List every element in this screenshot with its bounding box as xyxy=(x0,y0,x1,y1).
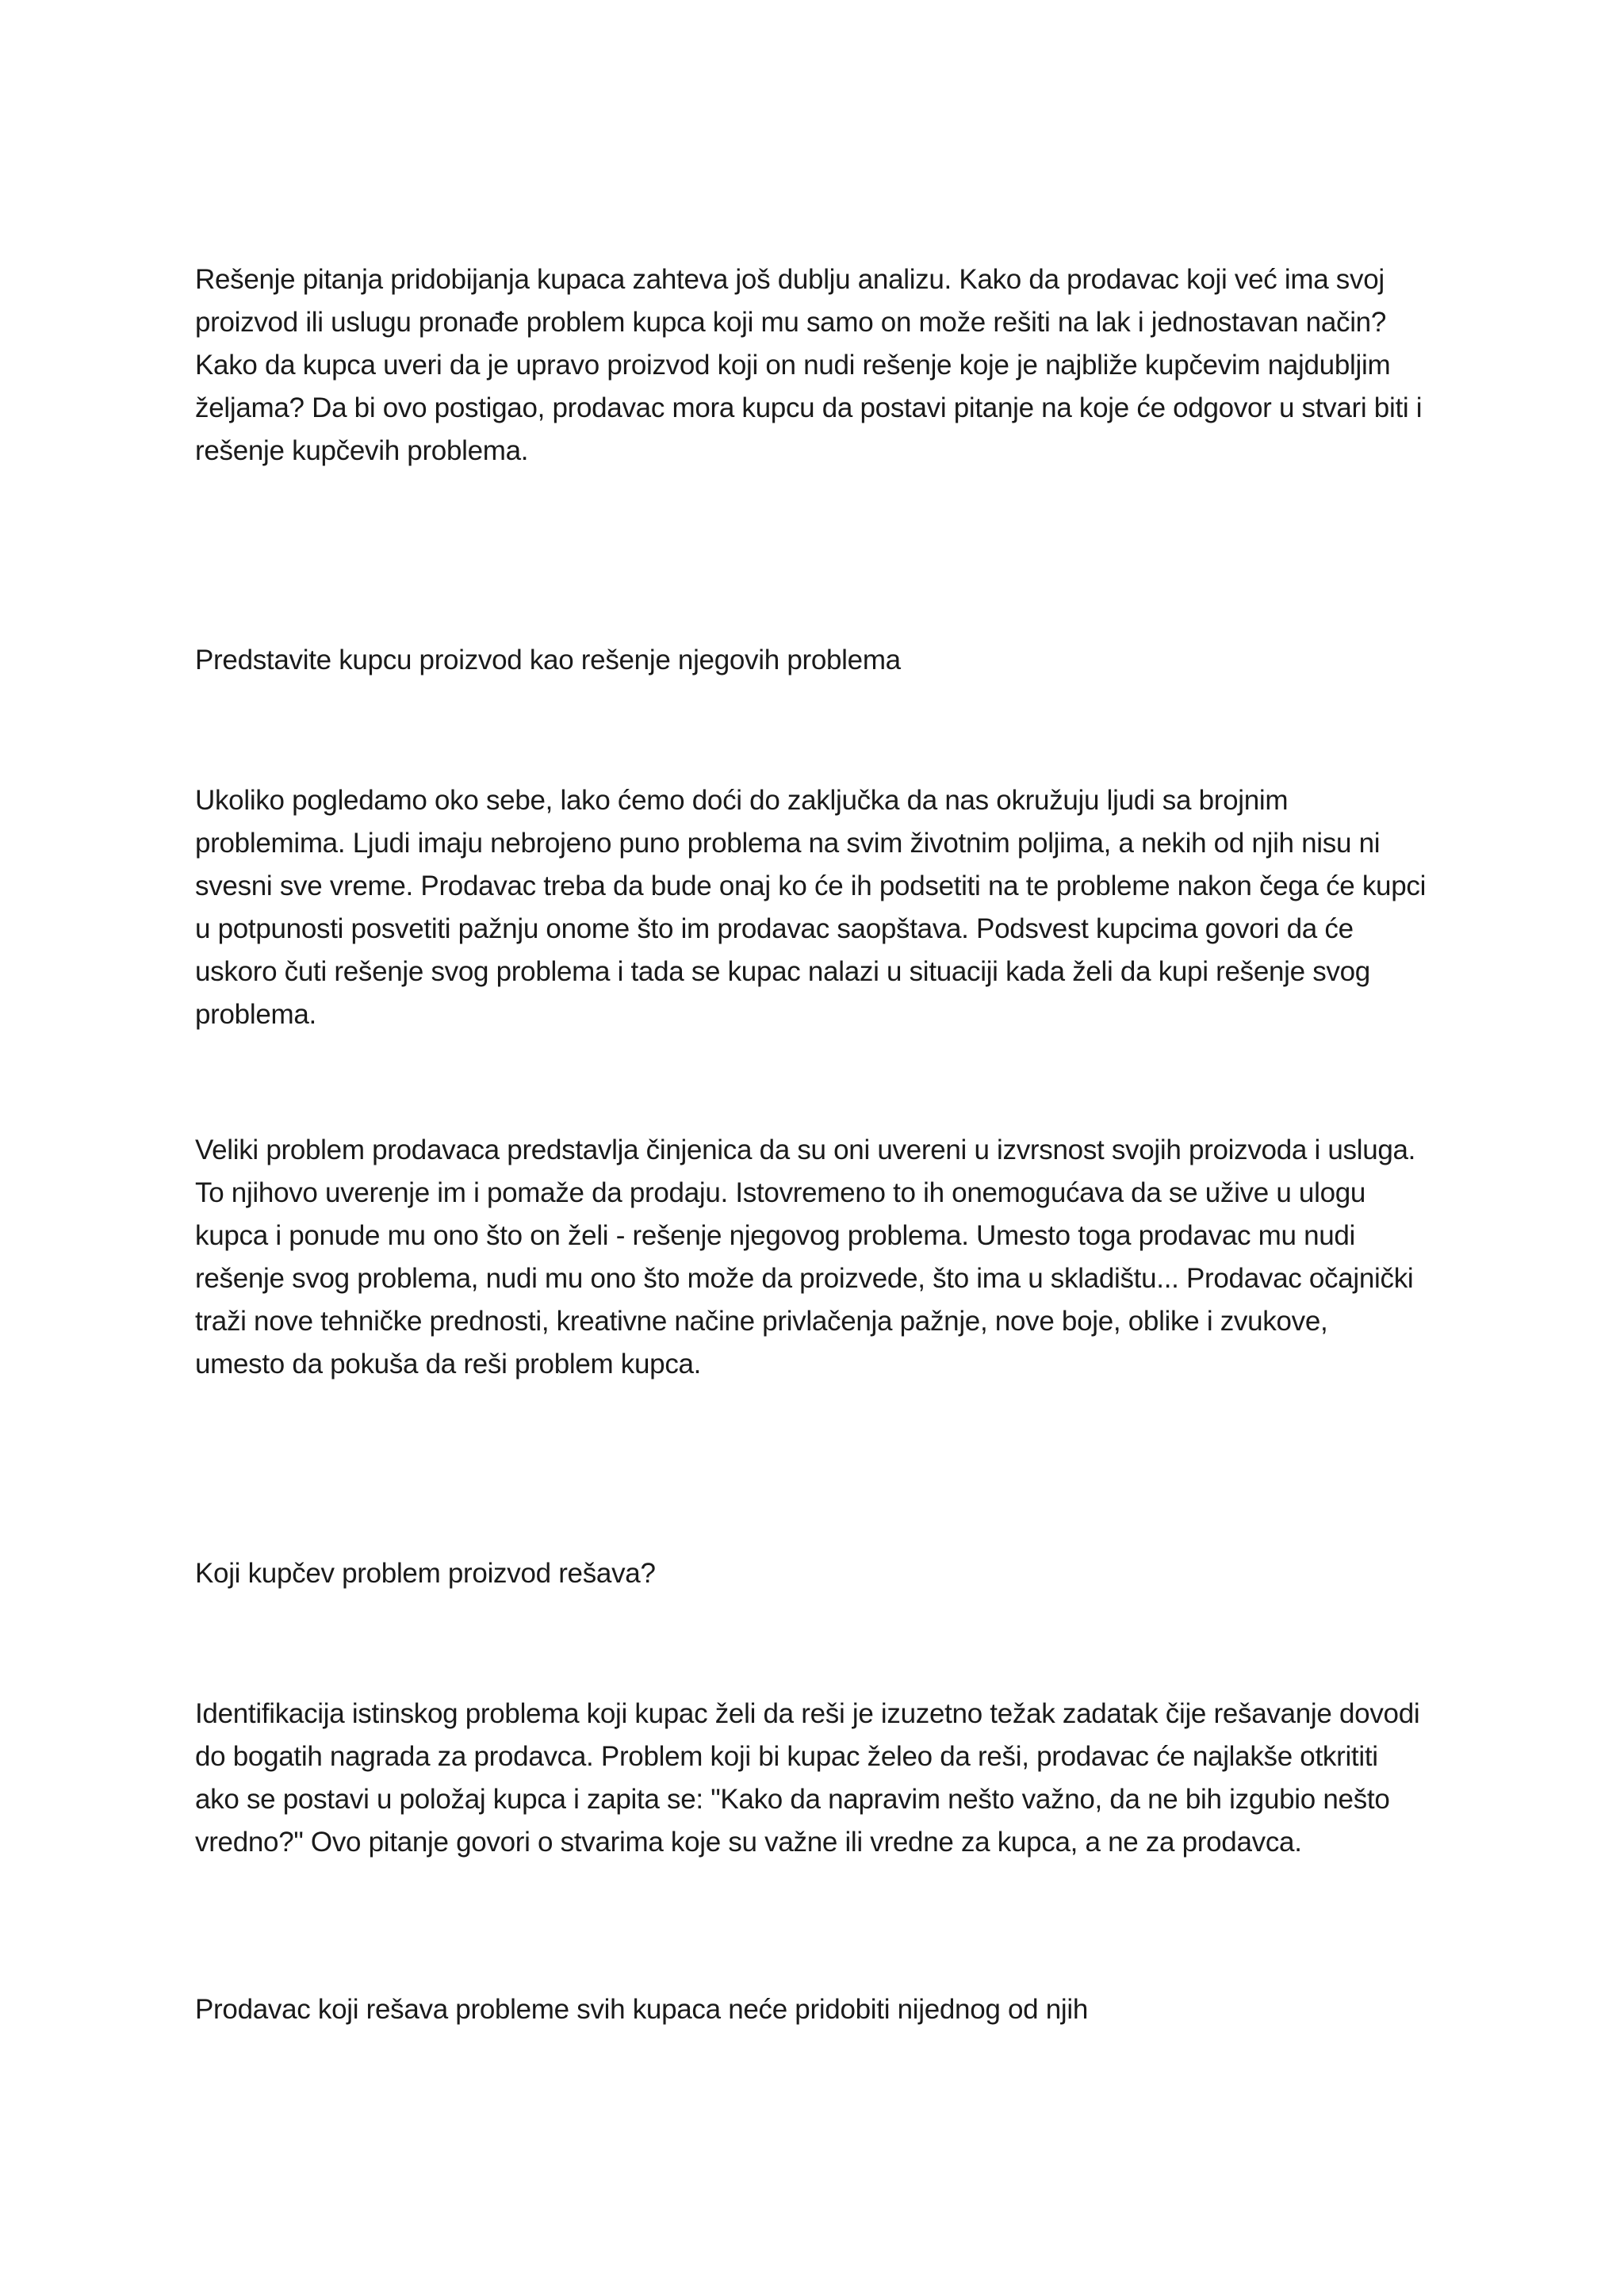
paragraph-line: Identifikacija istinskog problema koji kupac želi da reši je izuzetno težak zadatak čije rešavanje dovodi xyxy=(195,1698,1420,1729)
paragraph-line: Ukoliko pogledamo oko sebe, lako ćemo doći do zaključka da nas okružuju ljudi sa brojnim xyxy=(195,785,1289,816)
paragraph-line: rešenje kupčevih problema. xyxy=(195,435,529,466)
paragraph-seller-problem xyxy=(195,1129,1456,1386)
paragraph-identification xyxy=(195,1693,1456,1864)
paragraph-line: umesto da pokuša da reši problem kupca. xyxy=(195,1349,702,1380)
paragraph-line: uskoro čuti rešenje svog problema i tada se kupac nalazi u situaciji kada želi da kupi rešenje svog xyxy=(195,956,1370,987)
paragraph-line: traži nove tehničke prednosti, kreativne načine privlačenja pažnje, nove boje, oblike i zvukove, xyxy=(195,1306,1328,1337)
paragraph-line: rešenje svog problema, nudi mu ono što može da proizvede, što ima u skladištu... Prodavac očajnički xyxy=(195,1263,1414,1294)
paragraph-people-with-problems xyxy=(195,779,1456,1036)
paragraph-line: To njihovo uverenje im i pomaže da prodaju. Istovremeno to ih onemogućava da se užive u ulogu xyxy=(195,1177,1366,1208)
paragraph-line: Veliki problem prodavaca predstavlja činjenica da su oni uvereni u izvrsnost svojih proizvoda i usluga. xyxy=(195,1135,1416,1165)
paragraph-line: kupca i ponude mu ono što on želi - rešenje njegovog problema. Umesto toga prodavac mu nudi xyxy=(195,1220,1356,1251)
paragraph-line: Rešenje pitanja pridobijanja kupaca zahteva još dublju analizu. Kako da prodavac koji već ima svoj xyxy=(195,264,1385,295)
paragraph-line: proizvod ili uslugu pronađe problem kupca koji mu samo on može rešiti na lak i jednostavan način? xyxy=(195,307,1387,338)
section-heading-which-problem: Koji kupčev problem proizvod rešava? xyxy=(195,1558,656,1589)
paragraph-line: vredno?" Ovo pitanje govori o stvarima koje su važne ili vredne za kupca, a ne za prodavca. xyxy=(195,1827,1302,1858)
section-heading-all-customers: Prodavac koji rešava probleme svih kupaca neće pridobiti nijednog od njih xyxy=(195,1994,1089,2025)
paragraph-line: Kako da kupca uveri da je upravo proizvod koji on nudi rešenje koje je najbliže kupčevim najdubljim xyxy=(195,350,1391,381)
paragraph-line: problema. xyxy=(195,999,316,1030)
paragraph-line: u potpunosti posvetiti pažnju onome što im prodavac saopštava. Podsvest kupcima govori da će xyxy=(195,913,1354,944)
paragraph-customer-acquisition xyxy=(195,258,1456,473)
paragraph-line: svesni sve vreme. Prodavac treba da bude onaj ko će ih podsetiti na te probleme nakon čega će kupci xyxy=(195,871,1427,901)
paragraph-line: do bogatih nagrada za prodavca. Problem koji bi kupac želeo da reši, prodavac će najlakše otkrititi xyxy=(195,1741,1378,1772)
paragraph-line: ako se postavi u položaj kupca i zapita se: "Kako da napravim nešto važno, da ne bih izgubio nešto xyxy=(195,1784,1390,1815)
paragraph-line: željama? Da bi ovo postigao, prodavac mora kupcu da postavi pitanje na koje će odgovor u stvari biti i xyxy=(195,392,1423,423)
section-heading-product-as-solution: Predstavite kupcu proizvod kao rešenje njegovih problema xyxy=(195,645,901,675)
paragraph-line: problemima. Ljudi imaju nebrojeno puno problema na svim životnim poljima, a nekih od njih nisu ni xyxy=(195,828,1381,859)
